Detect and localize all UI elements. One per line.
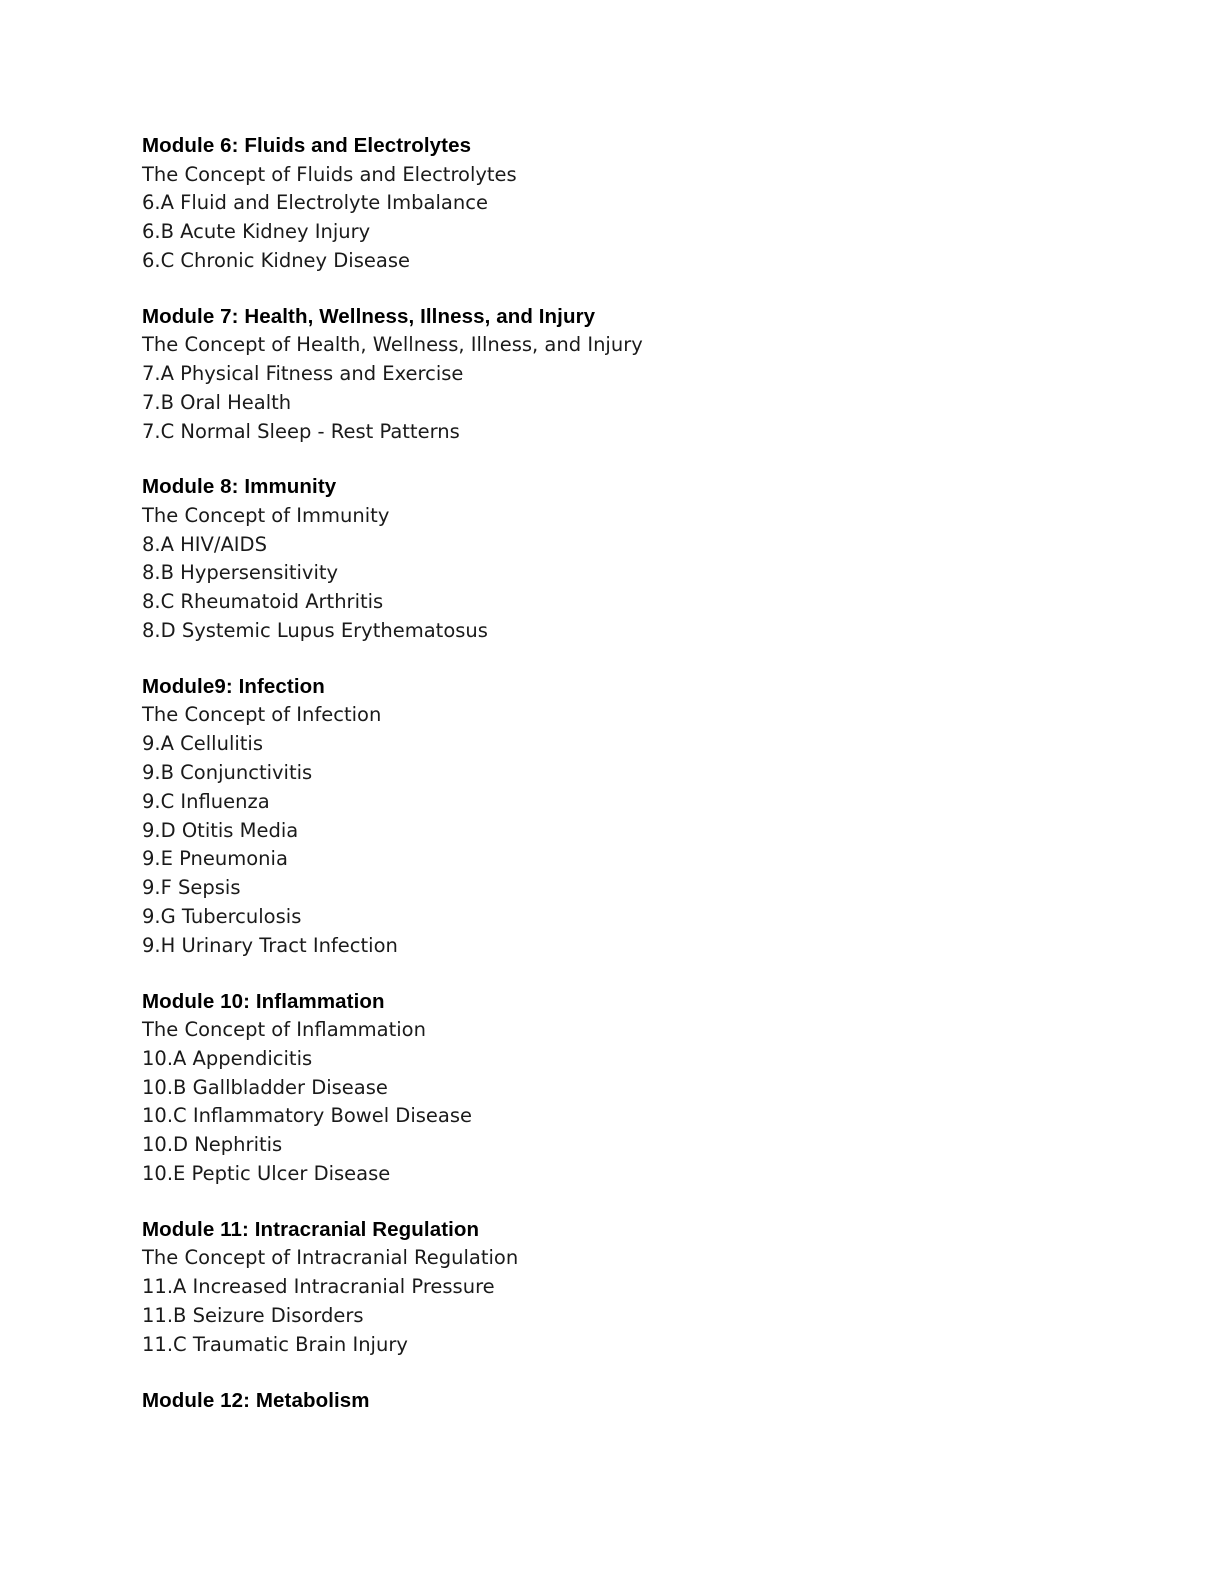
- module-heading: Module9: Infection: [142, 674, 325, 698]
- module-heading: Module 8: Immunity: [142, 475, 337, 499]
- module-heading: Module 12: Metabolism: [142, 1388, 370, 1412]
- module-line: 9.G Tuberculosis: [142, 904, 302, 928]
- module-line: 6.C Chronic Kidney Disease: [142, 248, 410, 272]
- module-line: 9.H Urinary Tract Infection: [142, 933, 398, 957]
- module-line: 10.E Peptic Ulcer Disease: [142, 1162, 391, 1186]
- block-spacer: [142, 1189, 1082, 1216]
- block-spacer: [142, 961, 1082, 988]
- module-line: 9.A Cellulitis: [142, 732, 264, 756]
- module-block: [142, 132, 1082, 276]
- module-line: 10.A Appendicitis: [142, 1046, 313, 1070]
- module-line: 9.B Conjunctivitis: [142, 760, 313, 784]
- module-block: [142, 988, 1082, 1189]
- module-line: 9.C Influenza: [142, 789, 270, 813]
- module-block: [142, 1387, 1082, 1416]
- module-line: The Concept of Infection: [142, 703, 382, 727]
- module-line: 8.C Rheumatoid Arthritis: [142, 590, 384, 614]
- block-spacer: [142, 646, 1082, 673]
- module-line: The Concept of Immunity: [142, 503, 390, 527]
- module-heading: Module 11: Intracranial Regulation: [142, 1217, 480, 1241]
- module-block: [142, 473, 1082, 645]
- module-line: 9.D Otitis Media: [142, 818, 299, 842]
- block-spacer: [142, 446, 1082, 473]
- module-line: 10.B Gallbladder Disease: [142, 1075, 388, 1099]
- module-line: The Concept of Inflammation: [142, 1018, 426, 1042]
- module-line: 8.B Hypersensitivity: [142, 561, 339, 585]
- module-line: 6.A Fluid and Electrolyte Imbalance: [142, 191, 488, 215]
- module-line: 8.A HIV/AIDS: [142, 532, 267, 556]
- module-line: 9.E Pneumonia: [142, 847, 288, 871]
- module-block: [142, 1216, 1082, 1360]
- module-line: 10.C Inflammatory Bowel Disease: [142, 1104, 473, 1128]
- module-line: 11.C Traumatic Brain Injury: [142, 1332, 408, 1356]
- module-line: 9.F Sepsis: [142, 876, 241, 900]
- module-line: The Concept of Fluids and Electrolytes: [142, 162, 517, 186]
- module-block: [142, 303, 1082, 447]
- module-heading: Module 6: Fluids and Electrolytes: [142, 134, 472, 157]
- module-line: 7.A Physical Fitness and Exercise: [142, 361, 464, 385]
- module-line: The Concept of Intracranial Regulation: [142, 1246, 519, 1270]
- module-heading: Module 7: Health, Wellness, Illness, and Injury: [142, 304, 596, 328]
- block-spacer: [142, 276, 1082, 303]
- module-line: The Concept of Health, Wellness, Illness, and Injury: [142, 333, 643, 357]
- module-heading: Module 10: Inflammation: [142, 989, 385, 1013]
- block-spacer: [142, 1360, 1082, 1387]
- module-line: 8.D Systemic Lupus Erythematosus: [142, 619, 488, 643]
- module-line: 7.C Normal Sleep - Rest Patterns: [142, 419, 460, 443]
- module-block: [142, 673, 1082, 961]
- module-line: 11.A Increased Intracranial Pressure: [142, 1275, 495, 1299]
- module-line: 10.D Nephritis: [142, 1133, 283, 1157]
- module-line: 11.B Seizure Disorders: [142, 1303, 364, 1327]
- module-line: 7.B Oral Health: [142, 390, 292, 414]
- document-body: [142, 132, 1082, 1415]
- module-line: 6.B Acute Kidney Injury: [142, 220, 371, 244]
